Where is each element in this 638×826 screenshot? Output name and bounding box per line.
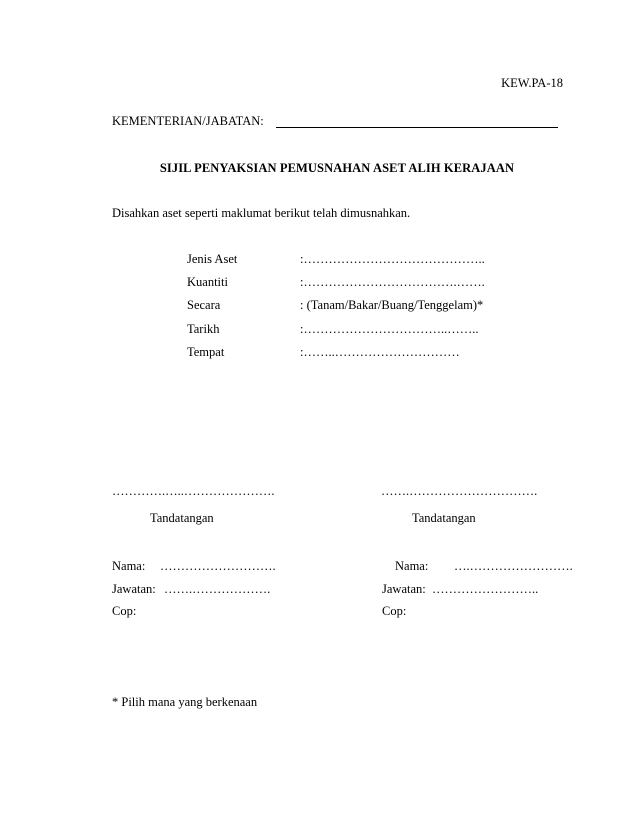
footnote: * Pilih mana yang berkenaan xyxy=(112,695,258,709)
field-value-date: :……………………………..…….. xyxy=(300,322,479,336)
signature-line: …….…………………………. xyxy=(381,484,538,498)
ministry-underline xyxy=(276,127,558,128)
field-label-quantity: Kuantiti xyxy=(187,275,228,289)
intro-statement: Disahkan aset seperti maklumat berikut telah dimusnahkan. xyxy=(112,206,411,220)
position-label: Jawatan: xyxy=(112,582,156,596)
document-title: SIJIL PENYAKSIAN PEMUSNAHAN ASET ALIH KERAJAAN xyxy=(159,161,515,175)
field-value-method: : (Tanam/Bakar/Buang/Tenggelam)* xyxy=(300,298,484,312)
position-value: …….………………. xyxy=(164,582,271,596)
name-label: Nama: xyxy=(112,559,146,573)
position-label: Jawatan: xyxy=(382,582,426,596)
form-code: KEW.PA-18 xyxy=(501,76,563,90)
name-value-label: Nama: xyxy=(395,559,429,573)
field-label-method: Secara xyxy=(187,298,221,312)
field-value-place: :……..………………………… xyxy=(300,345,460,359)
position-value: …………………….. xyxy=(432,582,539,596)
name-value: ….……………………. xyxy=(454,559,573,573)
signature-label: Tandatangan xyxy=(150,511,214,525)
field-label-asset-type: Jenis Aset xyxy=(187,252,238,266)
field-value-asset-type: :…………………………………….. xyxy=(300,252,485,266)
name-value: ………………………. xyxy=(160,559,276,573)
ministry-label: KEMENTERIAN/JABATAN: xyxy=(112,114,264,128)
signature-label: Tandatangan xyxy=(412,511,476,525)
stamp-label: Cop: xyxy=(112,604,137,618)
field-label-date: Tarikh xyxy=(187,322,220,336)
field-value-quantity: :……………………………….……. xyxy=(300,275,485,289)
signature-line: ………….…..…………………. xyxy=(112,484,275,498)
field-label-place: Tempat xyxy=(187,345,225,359)
stamp-label: Cop: xyxy=(382,604,407,618)
